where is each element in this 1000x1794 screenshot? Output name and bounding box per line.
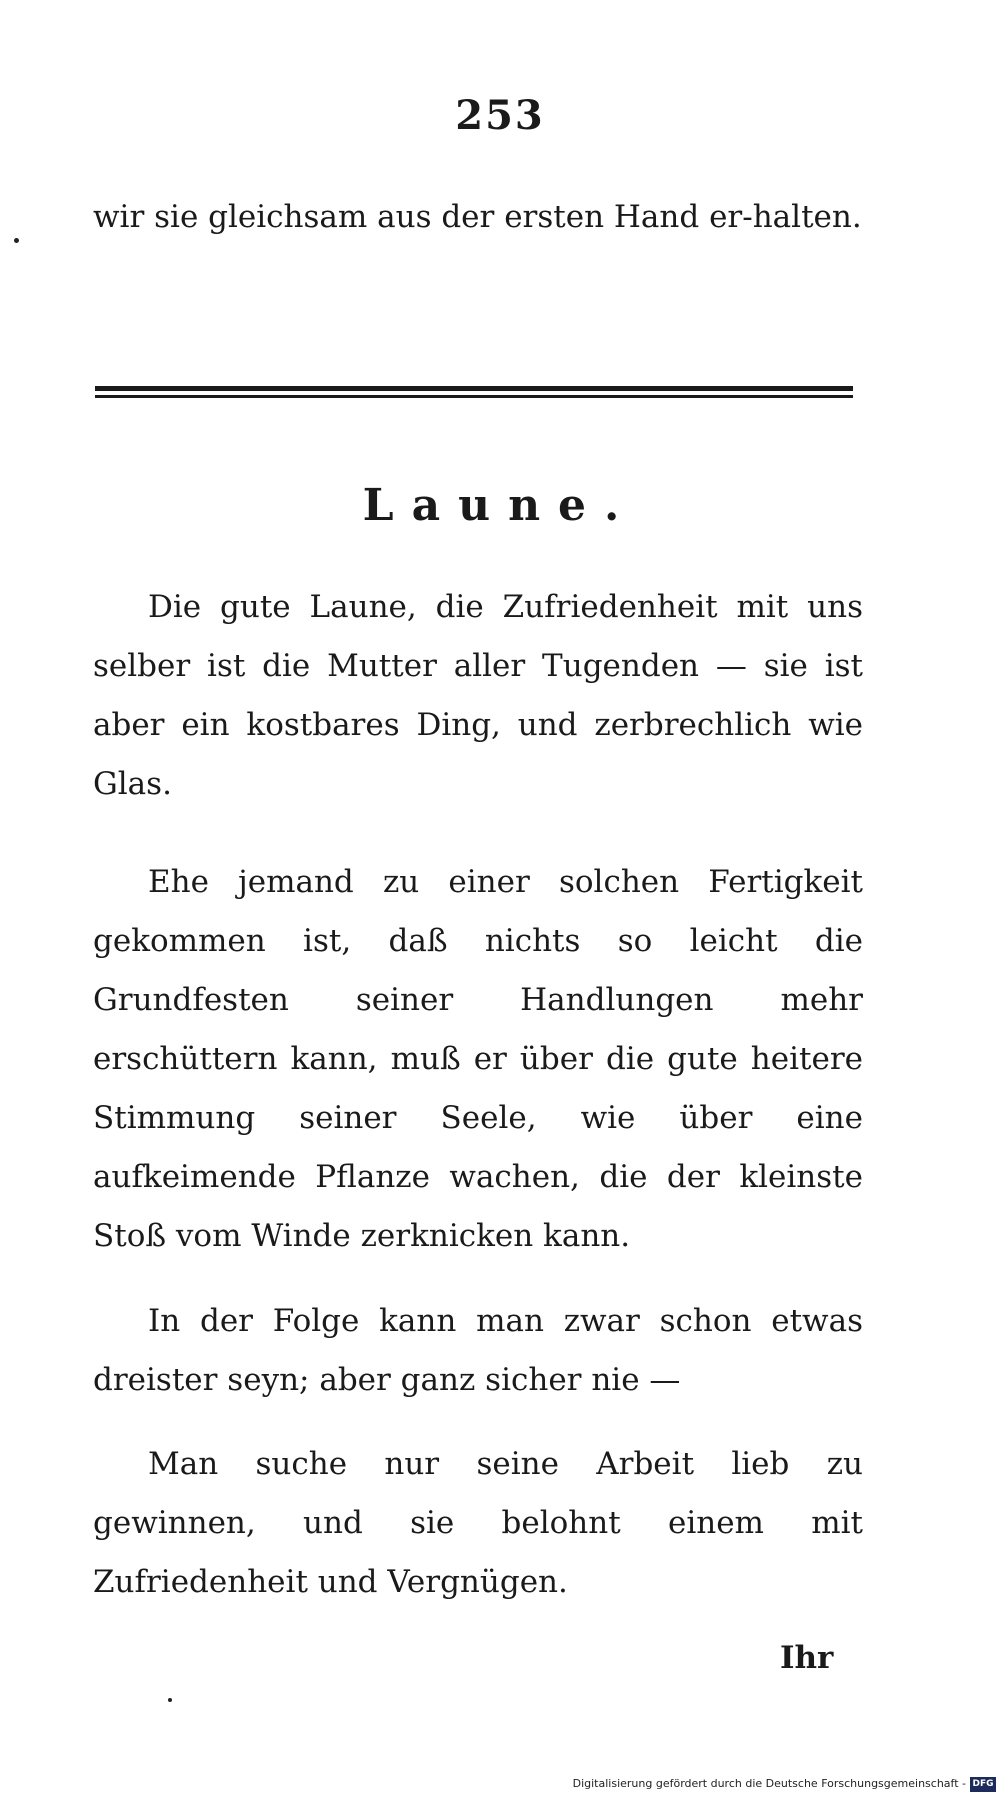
paragraph-2	[93, 853, 863, 1266]
catchword: Ihr	[780, 1640, 834, 1676]
carryover-line: wir sie gleichsam aus der ersten Hand er-halten.	[93, 199, 862, 235]
margin-mark	[14, 238, 19, 243]
dfg-logo-icon: DFG	[970, 1777, 996, 1792]
paragraph-text: Die gute Laune, die Zufriedenheit mit uns selber ist die Mutter aller Tugenden — sie ist aber ein kostbares Ding, und zerbrechlich wie Glas.	[93, 589, 863, 802]
digitization-credit: Digitalisierung gefördert durch die Deutsche Forschungsgemeinschaft -	[572, 1777, 966, 1790]
paragraph-4	[93, 1435, 863, 1612]
paragraph-text: Man suche nur seine Arbeit lieb zu gewinnen, und sie belohnt einem mit Zufriedenheit und Vergnügen.	[93, 1446, 863, 1600]
paragraph-text: In der Folge kann man zwar schon etwas dreister seyn; aber ganz sicher nie —	[93, 1303, 863, 1398]
carryover-text	[93, 188, 863, 247]
paragraph-3	[93, 1292, 863, 1410]
paragraph-1	[93, 578, 863, 814]
margin-mark	[168, 1698, 172, 1702]
section-divider	[95, 386, 853, 398]
paragraph-text: Ehe jemand zu einer solchen Fertigkeit gekommen ist, daß nichts so leicht die Grundfesten seiner Handlungen mehr erschüttern kann, muß er über die gute heitere Stimmung seiner Seele, wie über eine aufkeimende Pflanze wachen, die der kleinste Stoß vom Winde zerknicken kann.	[93, 864, 863, 1254]
page-number: 253	[455, 92, 545, 139]
section-heading: Laune.	[362, 480, 638, 531]
